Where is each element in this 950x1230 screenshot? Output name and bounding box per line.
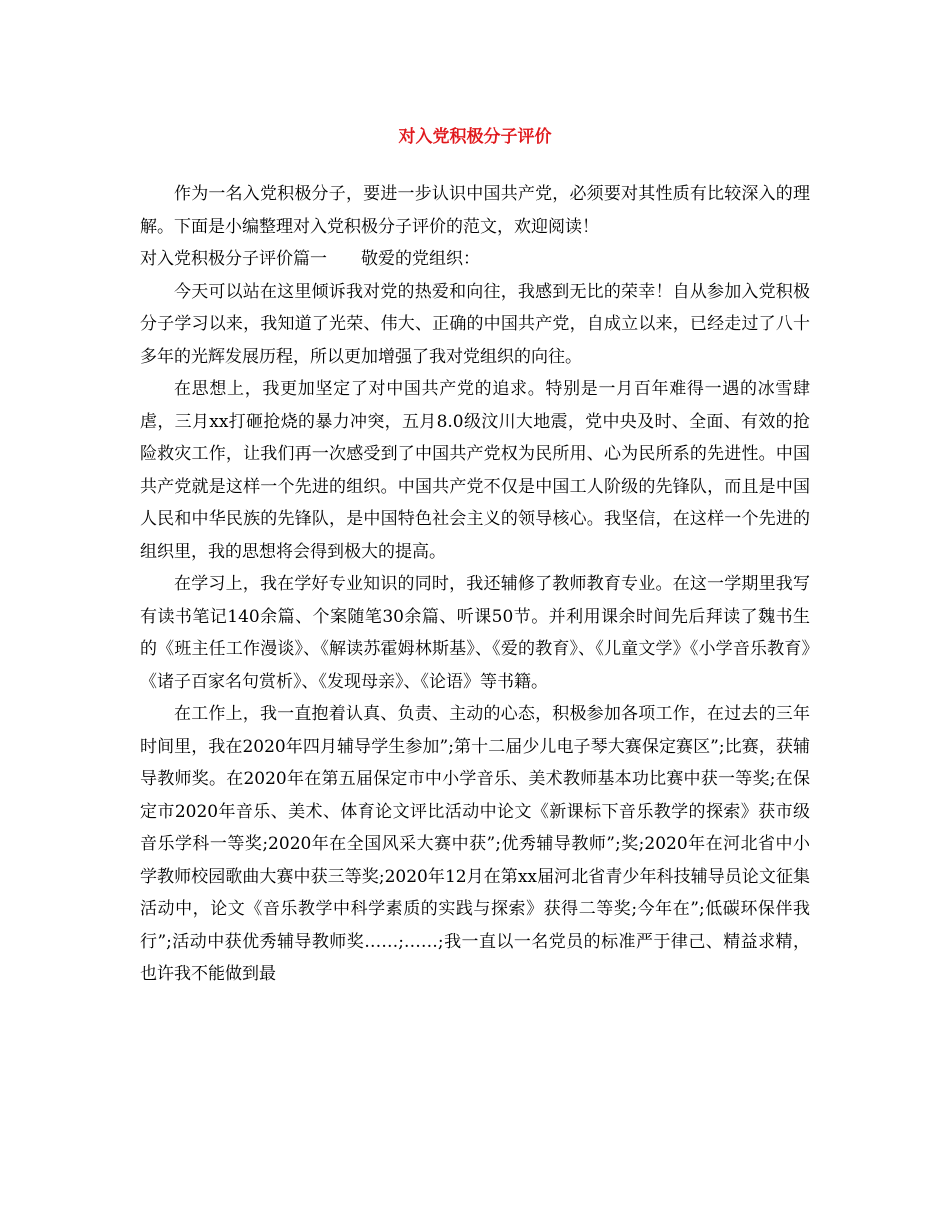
paragraph-intro: 作为一名入党积极分子，要进一步认识中国共产党，必须要对其性质有比较深入的理解。下面是小编整理对入党积极分子评价的范文，欢迎阅读！: [140, 184, 810, 237]
paragraph-thought: 在思想上，我更加坚定了对中国共产党的追求。特别是一月百年难得一遇的冰雪肆虐，三月xx打砸抢烧的暴力冲突，五月8.0级汶川大地震，党中央及时、全面、有效的抢险救灾工作，让我们再一次感受到了中国共产党权为民所用、心为民所系的先进性。中国共产党就是这样一个先进的组织。中国共产党不仅是中国工人阶级的先锋队，而且是中国人民和中华民族的先锋队，是中国特色社会主义的领导核心。我坚信，在这样一个先进的组织里，我的思想将会得到极大的提高。: [140, 379, 810, 562]
paragraph-study: 在学习上，我在学好专业知识的同时，我还辅修了教师教育专业。在这一学期里我写有读书笔记140余篇、个案随笔30余篇、听课50节。并利用课余时间先后拜读了魏书生的《班主任工作漫谈》、《解读苏霍姆林斯基》、《爱的教育》、《儿童文学》《小学音乐教育》《诸子百家名句赏析》、《发现母亲》、《论语》等书籍。: [140, 574, 810, 692]
document-title: 对入党积极分子评价: [398, 127, 552, 147]
document-body: [140, 178, 810, 991]
paragraph-heading-salutation: 对入党积极分子评价篇一 敬爱的党组织：: [140, 249, 480, 269]
paragraph-opening: 今天可以站在这里倾诉我对党的热爱和向往，我感到无比的荣幸！自从参加入党积极分子学习以来，我知道了光荣、伟大、正确的中国共产党，自成立以来，已经走过了八十多年的光辉发展历程，所以更加增强了我对党组织的向往。: [140, 281, 810, 367]
paragraph-work: 在工作上，我一直抱着认真、负责、主动的心态，积极参加各项工作，在过去的三年时间里，我在2020年四月辅导学生参加”;第十二届少儿电子琴大赛保定赛区”;比赛，获辅导教师奖。在2020年在第五届保定市中小学音乐、美术教师基本功比赛中获一等奖;在保定市2020年音乐、美术、体育论文评比活动中论文《新课标下音乐教学的探索》获市级音乐学科一等奖;2020年在全国风采大赛中获”;优秀辅导教师”;奖;2020年在河北省中小学教师校园歌曲大赛中获三等奖;2020年12月在第xx届河北省青少年科技辅导员论文征集活动中，论文《音乐教学中科学素质的实践与探索》获得二等奖;今年在”;低碳环保伴我行”;活动中获优秀辅导教师奖……;……;我一直以一名党员的标准严于律己、精益求精，也许我不能做到最: [140, 704, 810, 984]
